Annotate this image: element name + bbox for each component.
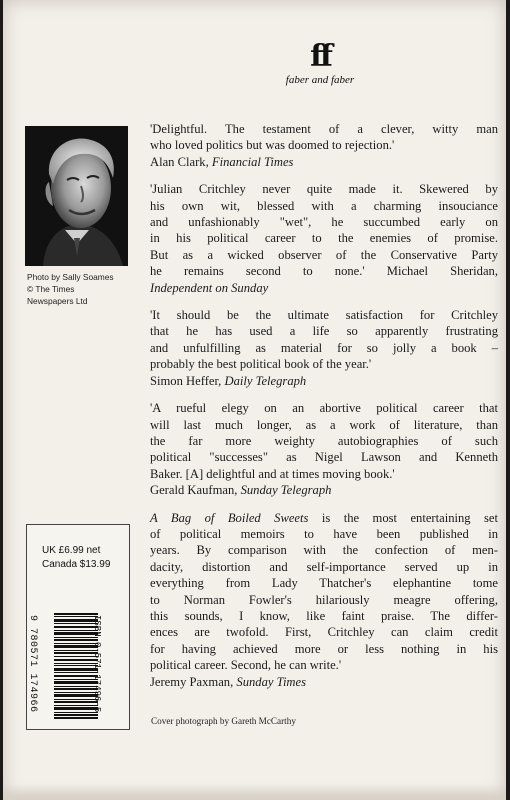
quote-line-rest: is the most entertaining set — [308, 510, 499, 525]
quote-line: and unfashionably "wet", he succumbed early on — [150, 215, 498, 230]
quote-attribution — [150, 154, 498, 170]
author-photo — [25, 126, 128, 266]
reviewer-name: Simon Heffer, — [150, 373, 222, 388]
quote-line: Baker. [A] delightful and at times moving book.' — [150, 466, 395, 481]
review-quote — [150, 121, 498, 170]
review-quote — [150, 181, 498, 296]
photo-credit-line: © The Times — [27, 284, 75, 294]
publisher-logo — [275, 39, 365, 86]
author-portrait-image — [25, 126, 128, 266]
price-block — [42, 544, 110, 572]
quote-line: his own wit, blessed with a charming insouciance — [150, 198, 498, 213]
quote-line: and unfulfilling as material for so jolly a book – — [150, 340, 498, 355]
publication-name: Sunday Telegraph — [240, 483, 332, 498]
quote-attribution — [150, 674, 498, 690]
quote-line: that he has used a life so apparently frustrating — [150, 324, 498, 339]
review-quote — [150, 400, 498, 498]
quote-line: political "successes" as Nigel Lawson and Kenneth — [150, 450, 498, 465]
review-quote — [150, 510, 498, 690]
quote-line: who loved politics but was doomed to rejection.' — [150, 138, 395, 153]
quote-line: 'Julian Critchley never quite made it. Skewered by — [150, 182, 498, 197]
quote-line: in his political career to the enemies of promise. — [150, 231, 498, 246]
reviewer-name: Gerald Kaufman, — [150, 483, 238, 498]
uk-price: UK £6.99 net — [42, 545, 101, 556]
quote-line: to Norman Fowler's hilariously meagre offering, — [150, 592, 498, 607]
quote-line: ences are twofold. First, Critchley can claim credit — [150, 625, 498, 640]
quote-line: probably the best political book of the year.' — [150, 357, 372, 372]
quote-line: years. By comparison with the confection of men- — [150, 543, 498, 558]
quote-line: 'A rueful elegy on an abortive political career that — [150, 401, 498, 416]
quote-line: will last much longer, as a work of literature, than — [150, 417, 498, 432]
isbn-label: ISBN 0-571-17496-5 — [92, 615, 102, 713]
quote-line: everything from Lady Thatcher's elephantine tome — [150, 576, 498, 591]
barcode-price-box — [26, 524, 130, 730]
cover-photo-credit: Cover photograph by Gareth McCarthy — [151, 716, 296, 726]
publisher-name: faber and faber — [285, 74, 355, 86]
photo-credit-line: Photo by Sally Soames — [27, 272, 114, 282]
review-quotes — [150, 121, 498, 701]
book-back-cover — [3, 0, 506, 800]
reviewer-name: Jeremy Paxman, — [150, 674, 234, 689]
review-quote — [150, 307, 498, 389]
photo-credit-line: Newspapers Ltd — [27, 296, 88, 306]
barcode-number: 9 780571 174966 — [27, 615, 38, 713]
publication-name: Sunday Times — [236, 674, 307, 689]
canada-price: Canada $13.99 — [42, 559, 111, 570]
quote-line: the far more weighty autobiographies of such — [150, 433, 498, 448]
photo-credit — [27, 271, 137, 307]
quote-line: he remains second to none.' Michael Sheridan, — [150, 264, 498, 279]
publication-name: Independent on Sunday — [150, 280, 269, 295]
publication-name: Daily Telegraph — [224, 373, 307, 388]
quote-line: 'Delightful. The testament of a clever, witty man — [150, 122, 498, 136]
book-title: A Bag of Boiled Sweets — [150, 510, 309, 525]
quote-line: But as a wicked observer of the Conservative Party — [150, 247, 498, 262]
publication-name: Financial Times — [211, 154, 294, 169]
quote-line: dacity, distortion and self-importance served up in — [150, 559, 498, 574]
reviewer-name: Alan Clark, — [150, 154, 209, 169]
ff-logo-mark: ff — [310, 39, 330, 74]
quote-line: 'It should be the ultimate satisfaction for Critchley — [150, 308, 498, 323]
quote-line: this sounds, I know, like faint praise. The differ- — [150, 608, 498, 623]
quote-line: of political memoirs to have been published in — [150, 526, 498, 541]
quote-line: political career. Second, he can write.' — [150, 658, 342, 673]
worn-edge — [3, 784, 506, 800]
quote-attribution — [150, 482, 498, 498]
quote-attribution — [150, 373, 498, 389]
quote-line — [150, 510, 498, 526]
quote-line: for having achieved more or less nothing in his — [150, 641, 498, 656]
